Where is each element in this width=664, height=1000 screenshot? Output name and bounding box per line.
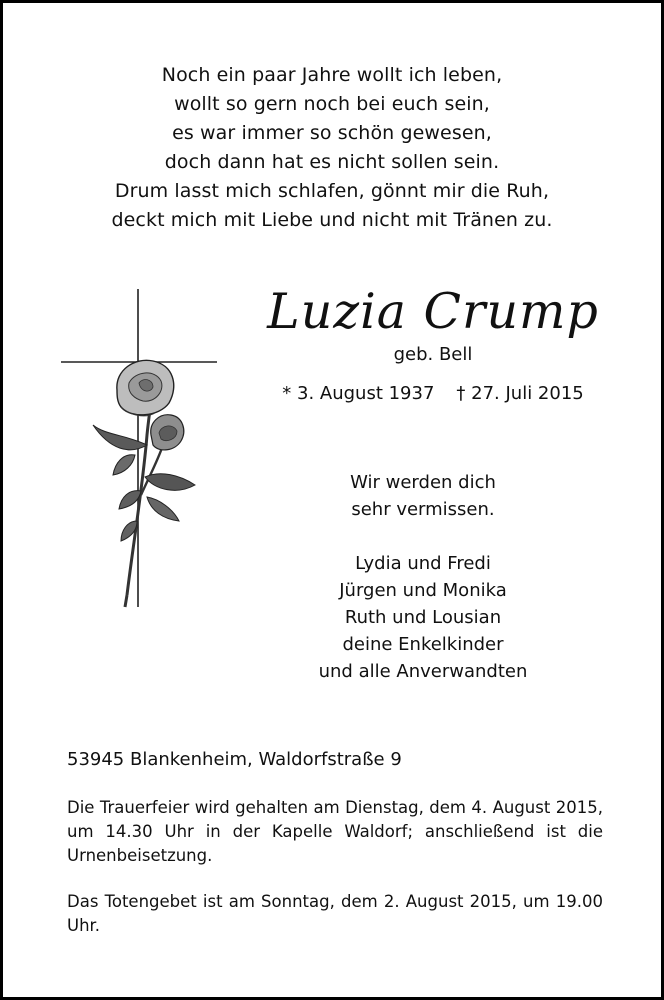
birth-date: * 3. August 1937 [282, 383, 435, 404]
poem [33, 61, 631, 235]
maiden-name: geb. Bell [393, 344, 473, 365]
mourner-line: deine Enkelkinder [342, 634, 504, 655]
poem-line: Drum lasst mich schlafen, gönnt mir die Ruh, [114, 180, 550, 202]
poem-line: doch dann hat es nicht sollen sein. [164, 151, 500, 173]
poem-line: wollt so gern noch bei euch sein, [174, 93, 490, 115]
mourner-line: Jürgen und Monika [339, 580, 507, 601]
mourner-line: und alle Anverwandten [318, 661, 528, 682]
poem-line: deckt mich mit Liebe und nicht mit Tränen zu. [111, 209, 553, 231]
address: 53945 Blankenheim, Waldorfstraße 9 [67, 749, 402, 770]
poem-line: es war immer so schön gewesen, [172, 122, 492, 144]
service-info: Die Trauerfeier wird gehalten am Dienstag, dem 4. August 2015, um 14.30 Uhr in der Kapelle Waldorf; anschließend ist die Urnenbeisetzung. [67, 798, 603, 865]
deceased-name: Luzia Crump [267, 283, 599, 340]
mourners-list [253, 550, 593, 685]
prayer-info: Das Totengebet ist am Sonntag, dem 2. August 2015, um 19.00 Uhr. [67, 892, 603, 935]
death-date: † 27. Juli 2015 [456, 383, 584, 404]
poem-line: Noch ein paar Jahre wollt ich leben, [161, 64, 503, 86]
cross-with-rose-icon [55, 285, 225, 615]
life-dates [243, 381, 623, 407]
farewell-message [273, 469, 573, 523]
message-line: Wir werden dich [350, 472, 496, 493]
mourner-line: Lydia und Fredi [355, 553, 491, 574]
message-line: sehr vermissen. [351, 499, 495, 520]
mourner-line: Ruth und Lousian [344, 607, 502, 628]
